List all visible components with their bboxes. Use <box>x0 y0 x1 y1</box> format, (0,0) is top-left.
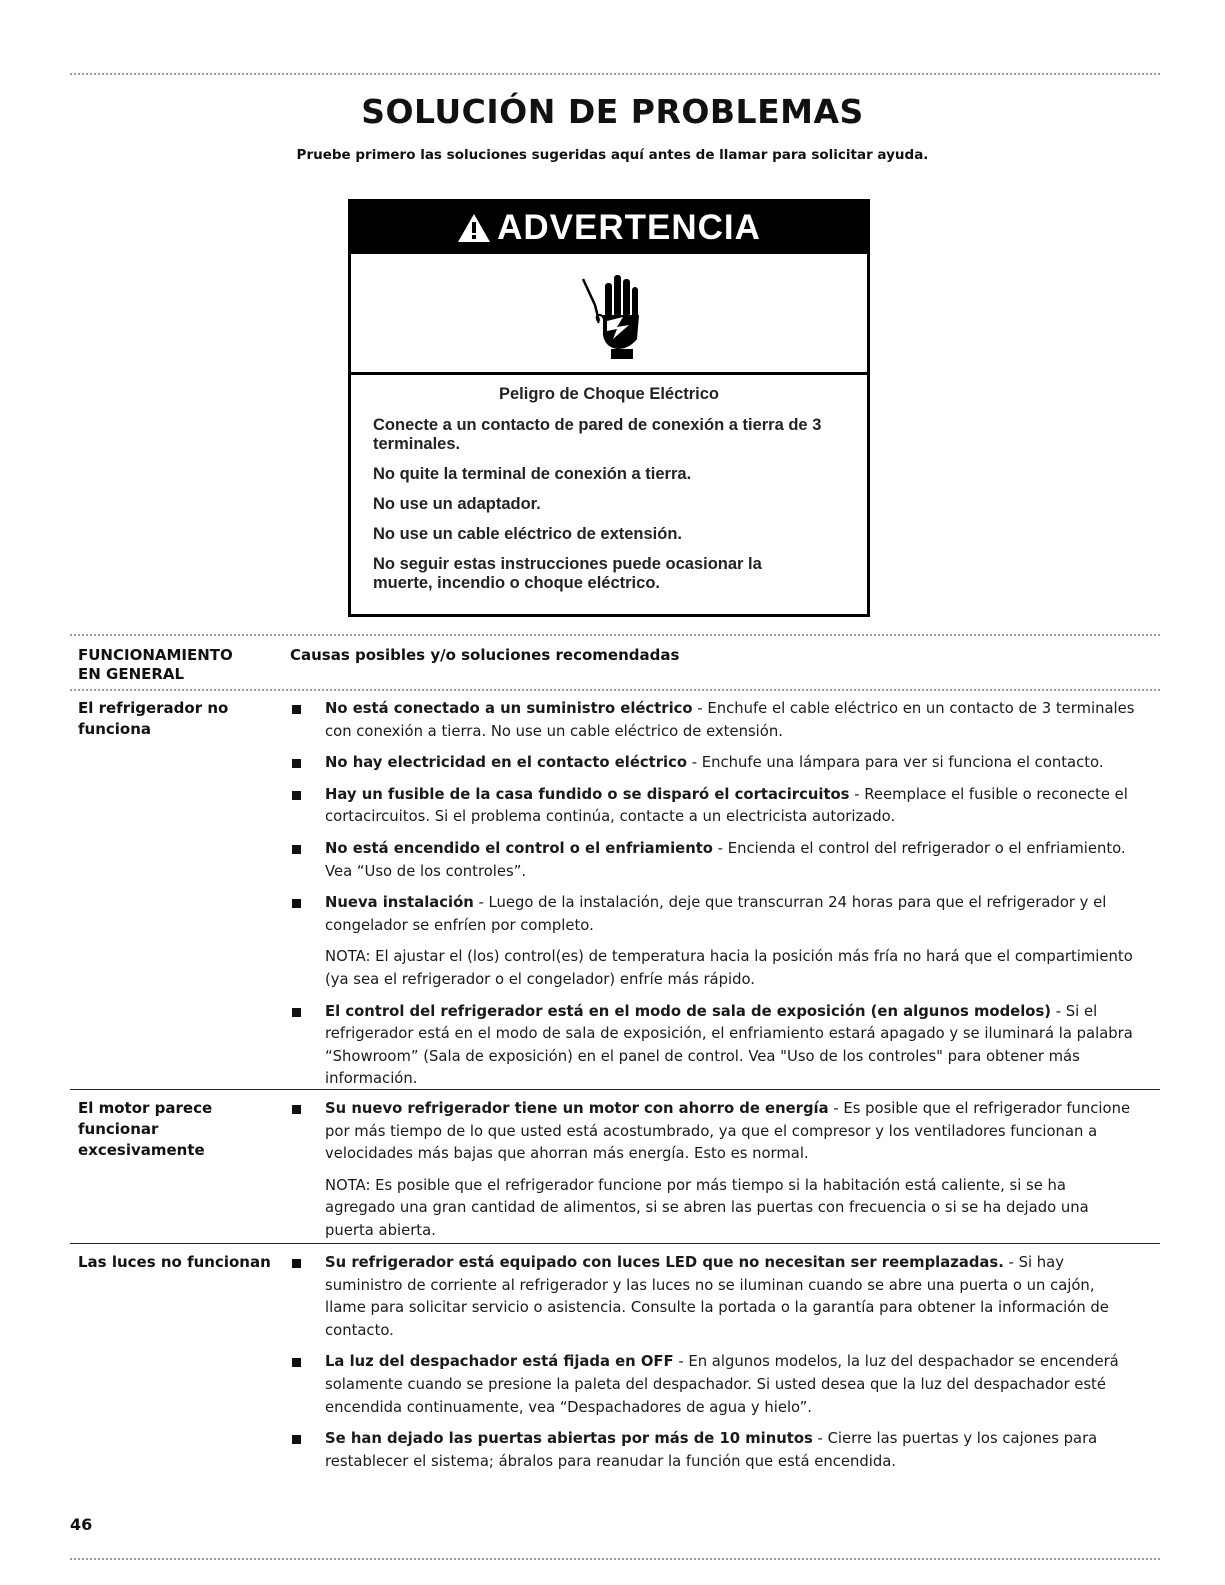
cause-title: Se han dejado las puertas abiertas por más de 10 minutos <box>325 1430 813 1448</box>
cause-title: El control del refrigerador está en el modo de sala de exposición (en algunos modelos) <box>325 1002 1052 1020</box>
list-item <box>290 784 1140 829</box>
column-header-category: FUNCIONAMIENTO EN GENERAL <box>78 646 233 683</box>
cause-text: - En algunos modelos, la luz del despachador se encenderá solamente cuando se presione la paleta del despachador. Si usted desea que la luz del despachador esté encendida continuamente, vea “Despachadores de agua y hielo”. <box>325 1353 1119 1416</box>
warning-header-label: ADVERTENCIA <box>497 208 761 247</box>
warning-line: No quite la terminal de conexión a tierra. <box>373 465 692 483</box>
cause-text: - Encienda el control del refrigerador o el enfriamiento. Vea “Uso de los controles”. <box>325 839 1126 880</box>
page-title: SOLUCIÓN DE PROBLEMAS <box>361 92 864 131</box>
solution-list <box>290 698 1140 1100</box>
warning-line: No seguir estas instrucciones puede ocasionar la muerte, incendio o choque eléctrico. <box>373 555 762 592</box>
warning-box <box>348 199 870 617</box>
warning-line: No use un adaptador. <box>373 495 541 513</box>
note-text: El ajustar el (los) control(es) de temperatura hacia la posición más fría no hará que el compartimiento (ya sea el refrigerador o el congelador) enfríe más rápido. <box>325 948 1133 988</box>
list-item <box>290 1428 1140 1473</box>
table-header-rule <box>70 689 1160 691</box>
cause-title: Hay un fusible de la casa fundido o se disparó el cortacircuitos <box>325 785 850 803</box>
solution-list <box>290 1098 1140 1252</box>
column-header-solutions: Causas posibles y/o soluciones recomendadas <box>290 646 680 664</box>
list-item <box>290 698 1140 743</box>
bullet-icon <box>292 1008 301 1017</box>
cause-title: No está encendido el control o el enfriamiento <box>325 839 713 857</box>
bullet-icon <box>292 1358 301 1367</box>
page-number: 46 <box>70 1515 93 1534</box>
cause-text: - Reemplace el fusible o reconecte el cortacircuitos. Si el problema continúa, contacte a un electricista autorizado. <box>325 785 1128 826</box>
bottom-dotted-rule <box>70 1558 1160 1560</box>
cause-text: - Es posible que el refrigerador funcione por más tiempo de lo que usted está acostumbrado, ya que el compresor y los ventiladores funcionan a velocidades más bajas que ahorran más energía. Esto es normal. <box>325 1100 1131 1163</box>
top-dotted-rule <box>70 73 1160 75</box>
bullet-icon <box>292 1259 301 1268</box>
cause-title: Nueva instalación <box>325 894 474 912</box>
row-divider <box>70 1243 1160 1244</box>
warning-header <box>351 202 867 254</box>
electrical-shock-hand-icon <box>569 265 649 361</box>
note <box>290 946 1140 991</box>
bullet-icon <box>292 791 301 800</box>
cause-text: - Enchufe una lámpara para ver si funciona el contacto. <box>687 754 1104 772</box>
warning-line: Conecte a un contacto de pared de conexión a tierra de 3 terminales. <box>373 416 822 453</box>
cause-text: - Enchufe el cable eléctrico en un contacto de 3 terminales con conexión a tierra. No use un cable eléctrico de extensión. <box>325 700 1135 740</box>
note <box>290 1175 1140 1243</box>
list-item <box>290 892 1140 937</box>
cause-title: No está conectado a un suministro eléctrico <box>325 700 693 717</box>
list-item <box>290 1252 1140 1342</box>
cause-title: No hay electricidad en el contacto eléctrico <box>325 754 688 772</box>
table-top-rule <box>70 634 1160 636</box>
cause-title: Su nuevo refrigerador tiene un motor con ahorro de energía <box>325 1100 829 1117</box>
note-label: NOTA: <box>325 948 371 966</box>
list-item <box>290 838 1140 883</box>
bullet-icon <box>292 705 301 714</box>
page-subtitle: Pruebe primero las soluciones sugeridas aquí antes de llamar para solicitar ayuda. <box>296 147 929 163</box>
note-text: Es posible que el refrigerador funcione por más tiempo si la habitación está caliente, si se ha agregado una gran cantidad de alimentos, si se abren las puertas con frecuencia o si se ha dejado una puerta abierta. <box>325 1176 1089 1239</box>
warning-triangle-icon <box>457 213 491 243</box>
bullet-icon <box>292 1435 301 1444</box>
bullet-icon <box>292 899 301 908</box>
warning-icon-area <box>351 254 867 375</box>
row-divider <box>70 1089 1160 1090</box>
list-item <box>290 1098 1140 1166</box>
cause-text: - Si el refrigerador está en el modo de sala de exposición, el enfriamiento estará apagado y se iluminará la palabra “Showroom” (Sala de exposición) en el panel de control. Vea "Uso de los controles" para obtener más información. <box>325 1002 1133 1088</box>
bullet-icon <box>292 759 301 768</box>
list-item <box>290 1001 1140 1091</box>
cause-title: La luz del despachador está fijada en OFF <box>325 1353 674 1371</box>
bullet-icon <box>292 845 301 854</box>
bullet-icon <box>292 1105 301 1114</box>
hazard-title: Peligro de Choque Eléctrico <box>498 385 720 403</box>
warning-line: No use un cable eléctrico de extensión. <box>373 525 683 543</box>
list-item <box>290 752 1140 775</box>
solution-list <box>290 1252 1140 1482</box>
cause-title: Su refrigerador está equipado con luces LED que no necesitan ser reemplazadas. <box>325 1254 1004 1271</box>
cause-text: - Luego de la instalación, deje que transcurran 24 horas para que el refrigerador y el congelador se enfríen por completo. <box>325 894 1107 934</box>
warning-text <box>351 375 867 593</box>
cause-text: - Cierre las puertas y los cajones para restablecer el sistema; ábralos para reanudar la función que está encendida. <box>325 1430 1098 1470</box>
problem-label: El refrigerador no funciona <box>78 699 229 738</box>
problem-label: Las luces no funcionan <box>78 1253 271 1271</box>
list-item <box>290 1351 1140 1419</box>
note-label: NOTA: <box>325 1176 371 1194</box>
cause-text: - Si hay suministro de corriente al refrigerador y las luces no se iluminan cuando se abre una puerta o un cajón, llame para solicitar servicio o asistencia. Consulte la portada o la garantía para obtener la información de contacto. <box>325 1254 1109 1339</box>
problem-label: El motor parece funcionar excesivamente <box>78 1099 213 1159</box>
